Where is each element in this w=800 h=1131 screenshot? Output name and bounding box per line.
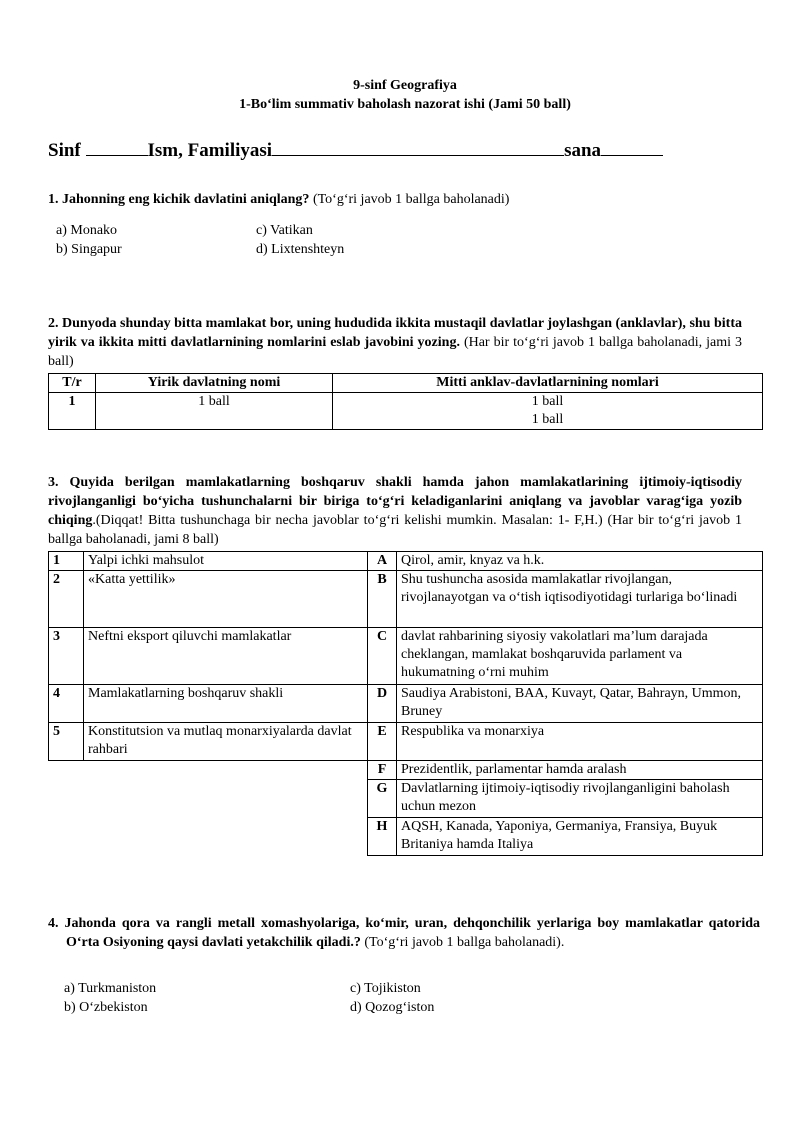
right-definition: Shu tushuncha asosida mamlakatlar rivojlangan, rivojlanayotgan va o‘tish iqtisodiyotidagi turlariga bo‘linadi [397,571,763,628]
left-num: 2 [49,571,84,628]
date-blank[interactable] [601,138,663,156]
right-definition: Qirol, amir, knyaz va h.k. [397,552,763,571]
table-row [368,723,763,761]
right-letter: B [368,571,397,628]
left-num: 3 [49,628,84,685]
option-b[interactable]: b) O‘zbekiston [64,1000,148,1015]
enclaves-cell[interactable] [333,393,763,430]
sinf-label: Sinf [48,140,86,161]
option-b[interactable]: b) Singapur [56,242,122,257]
enclave-answer-table [48,373,763,430]
right-letter: H [368,818,397,856]
question-1-note: (To‘g‘ri javob 1 ballga baholanadi) [309,192,510,207]
option-d[interactable]: d) Qozog‘iston [350,1000,435,1015]
option-d[interactable]: d) Lixtenshteyn [256,242,345,257]
right-definition: Respublika va monarxiya [397,723,763,761]
question-3 [48,473,742,549]
sinf-blank[interactable] [86,138,148,156]
table-row [368,685,763,723]
question-4-note: (To‘g‘ri javob 1 ballga baholanadi). [360,935,565,950]
option-a[interactable]: a) Turkmaniston [64,981,157,996]
right-letter: E [368,723,397,761]
table-row [368,780,763,818]
table-row [49,393,763,430]
question-3-text: 3. Quyida berilgan mamlakatlarning boshqaruv shakli hamda jahon mamlakatlarining ijtimoiy-iqtisodiy rivojlanganligi bo‘yicha tushunchalarni bir biriga to‘g‘ri keladiganlarini aniqlang va javoblar varag‘iga yozib chiqing [48,475,742,528]
table-row [368,571,763,628]
large-country-cell[interactable]: 1 ball [96,393,333,430]
right-definition: Prezidentlik, parlamentar hamda aralash [397,761,763,780]
left-term: «Katta yettilik» [84,571,368,628]
option-c[interactable]: c) Vatikan [256,223,313,238]
table-row [368,552,763,571]
col-header-enclaves: Mitti anklav-davlatlarnining nomlari [333,374,763,393]
name-label: Ism, Familiyasi [147,140,273,161]
date-label: sana [564,140,602,161]
question-3-note: .(Diqqat! Bitta tushunchaga bir necha javoblar to‘g‘ri kelishi mumkin. Masalan: 1- F,H.) (Har bir to‘g‘ri javob 1 ballga baholanadi, jami 8 ball) [48,513,742,547]
name-blank[interactable] [272,138,564,156]
question-2 [48,314,742,371]
right-definition: AQSH, Kanada, Yaponiya, Germaniya, Fransiya, Buyuk Britaniya hamda Italiya [397,818,763,856]
table-row [49,685,368,723]
right-letter: F [368,761,397,780]
right-letter: C [368,628,397,685]
right-letter: G [368,780,397,818]
right-definition: Davlatlarning ijtimoiy-iqtisodiy rivojlanganligini baholash uchun mezon [397,780,763,818]
left-num: 5 [49,723,84,761]
enclave-1-points: 1 ball [531,394,564,409]
table-row [49,552,368,571]
row-number: 1 [49,393,96,430]
worksheet-title: 9-sinf Geografiya [353,78,457,93]
matching-right-table [367,551,763,856]
right-letter: A [368,552,397,571]
table-row [368,761,763,780]
left-term: Konstitutsion va mutlaq monarxiyalarda davlat rahbari [84,723,368,761]
question-1 [48,191,742,209]
option-c[interactable]: c) Tojikiston [350,981,421,996]
question-2-text: 2. Dunyoda shunday bitta mamlakat bor, uning hududida ikkita mustaqil davlatlar joylashgan (anklavlar), shu bitta yirik va ikkita mitti davlatlarnining nomlarini eslab javobini yozing. [48,316,742,350]
right-letter: D [368,685,397,723]
option-a[interactable]: a) Monako [56,223,118,238]
left-num: 1 [49,552,84,571]
question-1-text: 1. Jahonning eng kichik davlatini aniqlang? [48,192,310,207]
table-row [49,628,368,685]
table-row [368,628,763,685]
right-definition: davlat rahbarining siyosiy vakolatlari ma’lum darajada cheklangan, mamlakat boshqaruvida parlament va hukumatning o‘rni muhim [397,628,763,685]
left-term: Mamlakatlarning boshqaruv shakli [84,685,368,723]
left-term: Neftni eksport qiluvchi mamlakatlar [84,628,368,685]
question-4-text: 4. Jahonda qora va rangli metall xomashyolariga, ko‘mir, uran, dehqonchilik yerlariga boy mamlakatlar qatorida O‘rta Osiyoning qaysi davlati yetakchilik qiladi.? [48,916,760,950]
enclave-2-points: 1 ball [531,412,564,427]
col-header-large-country: Yirik davlatning nomi [96,374,333,393]
worksheet-subtitle: 1-Bo‘lim summativ baholash nazorat ishi (Jami 50 ball) [239,97,571,112]
left-term: Yalpi ichki mahsulot [84,552,368,571]
col-header-number: T/r [49,374,96,393]
left-num: 4 [49,685,84,723]
question-2-note: (Har bir to‘g‘ri javob 1 ballga baholanadi, jami 3 ball) [48,335,742,369]
question-4 [48,914,760,952]
right-definition: Saudiya Arabistoni, BAA, Kuvayt, Qatar, Bahrayn, Ummon, Bruney [397,685,763,723]
matching-left-table [48,551,368,761]
table-row [368,818,763,856]
table-row [49,571,368,628]
student-info-line [48,138,663,162]
table-row [49,723,368,761]
